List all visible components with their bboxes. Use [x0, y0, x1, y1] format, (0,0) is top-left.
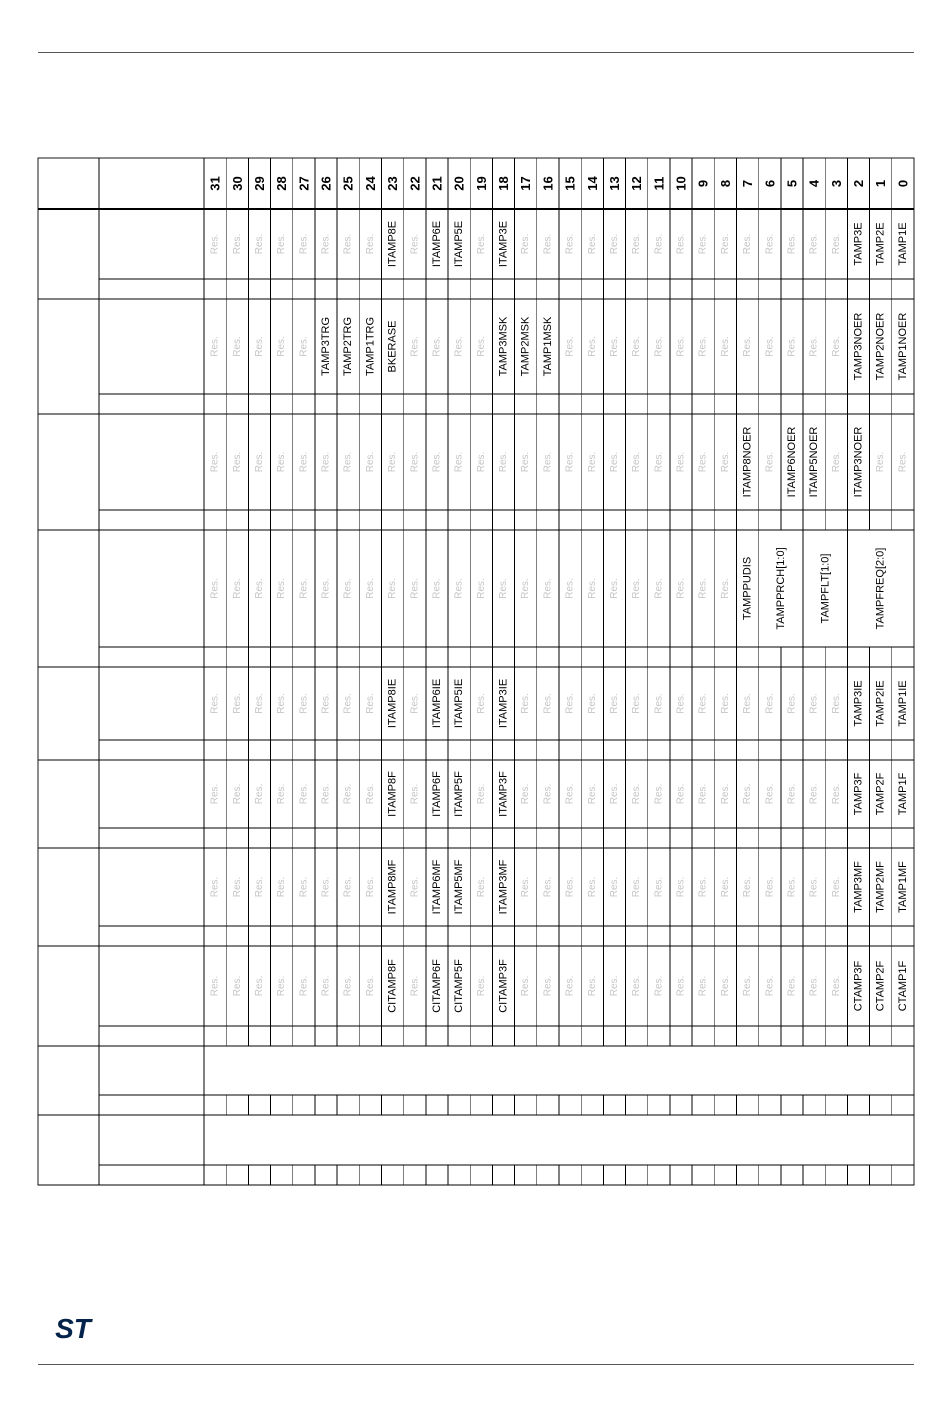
reserved-bit-label: Res. — [231, 693, 243, 714]
reserved-bit-label: Res. — [253, 783, 265, 805]
reserved-bit-label: Res. — [808, 876, 820, 898]
reserved-bit-label: Res. — [342, 975, 354, 997]
reserved-bit-label: Res. — [453, 336, 465, 357]
field-label: TAMP2TRG — [342, 316, 355, 377]
reserved-bit-label: Res. — [719, 336, 731, 357]
field-label: ITAMP6F — [430, 771, 443, 817]
reserved-bit-label: Res. — [742, 693, 754, 714]
reserved-bit-label: Res. — [764, 975, 776, 997]
reserved-bit-label: Res. — [631, 336, 643, 357]
bit-number-label: 22 — [407, 176, 423, 191]
reserved-bit-label: Res. — [253, 233, 265, 255]
reserved-bit-label: Res. — [653, 876, 665, 898]
reserved-bit-label: Res. — [298, 876, 310, 898]
reserved-bit-label: Res. — [276, 233, 288, 255]
reserved-bit-label: Res. — [586, 783, 598, 805]
reserved-bit-label: Res. — [564, 876, 576, 898]
reserved-bit-label: Res. — [719, 975, 731, 997]
reserved-bit-label: Res. — [320, 578, 332, 599]
reserved-bit-label: Res. — [409, 876, 421, 898]
reserved-bit-label: Res. — [475, 693, 487, 714]
reserved-bit-label: Res. — [564, 451, 576, 473]
reserved-bit-label: Res. — [431, 336, 443, 357]
reserved-bit-label: Res. — [231, 975, 243, 997]
reserved-bit-label: Res. — [608, 451, 620, 473]
reserved-bit-label: Res. — [409, 693, 421, 714]
reserved-bit-label: Res. — [298, 578, 310, 599]
reserved-bit-label: Res. — [475, 578, 487, 599]
reserved-bit-label: Res. — [564, 783, 576, 805]
field-label: CITAMP8F — [386, 959, 399, 1013]
reserved-bit-label: Res. — [764, 783, 776, 805]
reserved-bit-label: Res. — [586, 975, 598, 997]
reserved-bit-label: Res. — [808, 336, 820, 357]
bit-number-label: 0 — [895, 179, 911, 188]
field-label: TAMP2NOER — [874, 312, 887, 381]
reserved-bit-label: Res. — [431, 451, 443, 473]
reserved-bit-label: Res. — [742, 975, 754, 997]
reserved-bit-label: Res. — [520, 975, 532, 997]
reserved-bit-label: Res. — [342, 451, 354, 473]
reserved-bit-label: Res. — [209, 578, 221, 599]
reserved-bit-label: Res. — [209, 233, 221, 255]
reserved-bit-label: Res. — [653, 233, 665, 255]
reserved-bit-label: Res. — [409, 451, 421, 473]
reserved-bit-label: Res. — [608, 233, 620, 255]
bit-number-label: 3 — [828, 179, 844, 188]
footer-rule — [38, 1364, 914, 1365]
field-label: ITAMP8F — [386, 771, 399, 817]
reserved-bit-label: Res. — [520, 451, 532, 473]
reserved-bit-label: Res. — [631, 693, 643, 714]
reserved-bit-label: Res. — [231, 578, 243, 599]
reserved-bit-label: Res. — [697, 876, 709, 898]
bit-number-label: 6 — [762, 179, 778, 188]
reserved-bit-label: Res. — [364, 451, 376, 473]
bit-number-label: 18 — [496, 176, 512, 191]
field-label: TAMP1E — [896, 222, 909, 266]
reserved-bit-label: Res. — [608, 336, 620, 357]
reserved-bit-label: Res. — [697, 578, 709, 599]
reserved-bit-label: Res. — [542, 783, 554, 805]
reserved-bit-label: Res. — [475, 876, 487, 898]
reserved-bit-label: Res. — [719, 578, 731, 599]
field-label: TAMP2E — [874, 222, 887, 266]
bit-number-label: 7 — [740, 179, 756, 188]
st-logo — [44, 1311, 102, 1345]
field-label: TAMP1MF — [896, 861, 909, 913]
bit-number-label: 28 — [274, 176, 290, 191]
reserved-bit-label: Res. — [808, 233, 820, 255]
reserved-bit-label: Res. — [231, 336, 243, 357]
field-label: ITAMP8NOER — [741, 426, 754, 498]
field-label: CTAMP2F — [874, 960, 887, 1012]
field-label: TAMPPUDIS — [741, 556, 754, 621]
reserved-bit-label: Res. — [697, 233, 709, 255]
field-label: TAMP2F — [874, 772, 887, 816]
field-label: TAMP2MF — [874, 861, 887, 913]
reserved-bit-label: Res. — [342, 876, 354, 898]
reserved-bit-label: Res. — [586, 693, 598, 714]
field-label: TAMP3MF — [852, 861, 865, 913]
bit-number-label: 19 — [473, 176, 489, 191]
reserved-bit-label: Res. — [719, 451, 731, 473]
reserved-bit-label: Res. — [342, 693, 354, 714]
reserved-bit-label: Res. — [498, 578, 510, 599]
reserved-bit-label: Res. — [808, 783, 820, 805]
reserved-bit-label: Res. — [475, 783, 487, 805]
reserved-bit-label: Res. — [209, 693, 221, 714]
field-label: CTAMP1F — [896, 960, 909, 1012]
reserved-bit-label: Res. — [298, 451, 310, 473]
reserved-bit-label: Res. — [253, 693, 265, 714]
reserved-bit-label: Res. — [209, 451, 221, 473]
field-label: TAMP1F — [896, 772, 909, 816]
reserved-bit-label: Res. — [253, 451, 265, 473]
field-label: ITAMP5F — [453, 771, 466, 817]
reserved-bit-label: Res. — [409, 336, 421, 357]
reserved-bit-label: Res. — [320, 233, 332, 255]
reserved-bit-label: Res. — [719, 876, 731, 898]
field-label: ITAMP5E — [453, 220, 466, 268]
reserved-bit-label: Res. — [631, 783, 643, 805]
reserved-bit-label: Res. — [608, 876, 620, 898]
reserved-bit-label: Res. — [786, 783, 798, 805]
reserved-bit-label: Res. — [564, 233, 576, 255]
reserved-bit-label: Res. — [697, 336, 709, 357]
reserved-bit-label: Res. — [786, 336, 798, 357]
reserved-bit-label: Res. — [586, 451, 598, 473]
reserved-bit-label: Res. — [742, 336, 754, 357]
field-label: ITAMP3F — [497, 771, 510, 817]
reserved-bit-label: Res. — [320, 975, 332, 997]
reserved-bit-label: Res. — [298, 783, 310, 805]
reserved-bit-label: Res. — [542, 233, 554, 255]
field-label: TAMP1NOER — [896, 312, 909, 381]
bit-number-label: 31 — [207, 176, 223, 191]
reserved-bit-label: Res. — [608, 975, 620, 997]
bit-number-label: 25 — [340, 176, 356, 191]
bit-number-label: 29 — [251, 176, 267, 191]
reserved-bit-label: Res. — [542, 975, 554, 997]
reserved-bit-label: Res. — [697, 451, 709, 473]
reserved-bit-label: Res. — [342, 578, 354, 599]
reserved-bit-label: Res. — [364, 876, 376, 898]
field-label: TAMP3IE — [852, 680, 865, 727]
field-label: ITAMP3MF — [497, 859, 510, 915]
reserved-bit-label: Res. — [231, 451, 243, 473]
reserved-bit-label: Res. — [631, 233, 643, 255]
reserved-bit-label: Res. — [719, 693, 731, 714]
reserved-bit-label: Res. — [675, 783, 687, 805]
bit-number-label: 15 — [562, 176, 578, 191]
reserved-bit-label: Res. — [786, 233, 798, 255]
field-label: ITAMP6E — [430, 220, 443, 268]
reserved-bit-label: Res. — [564, 693, 576, 714]
reserved-bit-label: Res. — [586, 233, 598, 255]
reserved-bit-label: Res. — [542, 578, 554, 599]
bit-number-label: 16 — [540, 176, 556, 191]
field-label: ITAMP8MF — [386, 859, 399, 915]
bit-number-label: 23 — [385, 176, 401, 191]
reserved-bit-label: Res. — [653, 336, 665, 357]
reserved-bit-label: Res. — [520, 578, 532, 599]
bit-number-label: 4 — [806, 179, 822, 188]
reserved-bit-label: Res. — [475, 336, 487, 357]
reserved-bit-label: Res. — [409, 975, 421, 997]
reserved-bit-label: Res. — [786, 975, 798, 997]
field-label: ITAMP6MF — [430, 859, 443, 915]
bit-number-label: 2 — [851, 179, 867, 188]
field-label: ITAMP3IE — [497, 678, 510, 729]
field-label: CITAMP5F — [453, 959, 466, 1013]
reserved-bit-label: Res. — [675, 233, 687, 255]
reserved-bit-label: Res. — [719, 233, 731, 255]
reserved-bit-label: Res. — [830, 783, 842, 805]
reserved-bit-label: Res. — [209, 975, 221, 997]
reserved-bit-label: Res. — [364, 975, 376, 997]
reserved-bit-label: Res. — [653, 451, 665, 473]
reserved-bit-label: Res. — [564, 975, 576, 997]
field-label: TAMPPRCH[1:0] — [774, 547, 787, 630]
reserved-bit-label: Res. — [897, 451, 909, 473]
reserved-bit-label: Res. — [586, 336, 598, 357]
field-label: TAMPFREQ[2:0] — [874, 547, 887, 630]
reserved-bit-label: Res. — [830, 336, 842, 357]
bit-number-label: 13 — [606, 176, 622, 191]
reserved-bit-label: Res. — [475, 975, 487, 997]
reserved-bit-label: Res. — [564, 578, 576, 599]
reserved-bit-label: Res. — [608, 693, 620, 714]
reserved-bit-label: Res. — [675, 336, 687, 357]
reserved-bit-label: Res. — [675, 578, 687, 599]
field-label: TAMP3NOER — [852, 312, 865, 381]
reserved-bit-label: Res. — [631, 578, 643, 599]
reserved-bit-label: Res. — [742, 783, 754, 805]
reserved-bit-label: Res. — [542, 451, 554, 473]
reserved-bit-label: Res. — [298, 336, 310, 357]
reserved-bit-label: Res. — [409, 233, 421, 255]
reserved-bit-label: Res. — [830, 451, 842, 473]
reserved-bit-label: Res. — [764, 876, 776, 898]
field-label: TAMPFLT[1:0] — [819, 553, 832, 624]
reserved-bit-label: Res. — [364, 693, 376, 714]
reserved-bit-label: Res. — [631, 876, 643, 898]
reserved-bit-label: Res. — [276, 578, 288, 599]
field-label: ITAMP5IE — [453, 678, 466, 729]
reserved-bit-label: Res. — [653, 783, 665, 805]
reserved-bit-label: Res. — [631, 975, 643, 997]
reserved-bit-label: Res. — [231, 876, 243, 898]
reserved-bit-label: Res. — [298, 693, 310, 714]
st-logo-text: ST — [55, 1313, 91, 1344]
reserved-bit-label: Res. — [320, 783, 332, 805]
bit-number-label: 17 — [518, 176, 534, 191]
bit-number-label: 14 — [584, 176, 600, 191]
reserved-bit-label: Res. — [520, 693, 532, 714]
reserved-bit-label: Res. — [742, 233, 754, 255]
reserved-bit-label: Res. — [542, 876, 554, 898]
reserved-bit-label: Res. — [387, 451, 399, 473]
field-label: BKERASE — [386, 320, 399, 373]
field-label: ITAMP3NOER — [852, 426, 865, 498]
reserved-bit-label: Res. — [830, 693, 842, 714]
reserved-bit-label: Res. — [631, 451, 643, 473]
field-label: ITAMP6IE — [430, 678, 443, 729]
reserved-bit-label: Res. — [786, 876, 798, 898]
reserved-bit-label: Res. — [520, 783, 532, 805]
reserved-bit-label: Res. — [409, 578, 421, 599]
bit-number-label: 9 — [695, 179, 711, 188]
reserved-bit-label: Res. — [586, 876, 598, 898]
field-label: TAMP2MSK — [519, 316, 532, 377]
reserved-bit-label: Res. — [564, 336, 576, 357]
reserved-bit-label: Res. — [276, 876, 288, 898]
bit-number-label: 26 — [318, 176, 334, 191]
reserved-bit-label: Res. — [830, 975, 842, 997]
reserved-bit-label: Res. — [253, 876, 265, 898]
reserved-bit-label: Res. — [542, 693, 554, 714]
reserved-bit-label: Res. — [276, 336, 288, 357]
reserved-bit-label: Res. — [253, 336, 265, 357]
reserved-bit-label: Res. — [653, 578, 665, 599]
field-label: ITAMP6NOER — [785, 426, 798, 498]
reserved-bit-label: Res. — [475, 233, 487, 255]
reserved-bit-label: Res. — [498, 451, 510, 473]
reserved-bit-label: Res. — [608, 783, 620, 805]
reserved-bit-label: Res. — [786, 693, 798, 714]
field-label: ITAMP5NOER — [808, 426, 821, 498]
reserved-bit-label: Res. — [342, 233, 354, 255]
reserved-bit-label: Res. — [520, 233, 532, 255]
field-label: TAMP2IE — [874, 680, 887, 727]
reserved-bit-label: Res. — [364, 233, 376, 255]
reserved-bit-label: Res. — [830, 233, 842, 255]
reserved-bit-label: Res. — [209, 783, 221, 805]
reserved-bit-label: Res. — [808, 975, 820, 997]
reserved-bit-label: Res. — [231, 783, 243, 805]
reserved-bit-label: Res. — [653, 975, 665, 997]
field-label: ITAMP8E — [386, 220, 399, 268]
reserved-bit-label: Res. — [697, 783, 709, 805]
reserved-bit-label: Res. — [276, 783, 288, 805]
bit-number-label: 10 — [673, 176, 689, 191]
reserved-bit-label: Res. — [276, 451, 288, 473]
reserved-bit-label: Res. — [253, 578, 265, 599]
bit-number-label: 8 — [717, 179, 733, 188]
reserved-bit-label: Res. — [475, 451, 487, 473]
reserved-bit-label: Res. — [675, 451, 687, 473]
reserved-bit-label: Res. — [697, 975, 709, 997]
field-label: TAMP3F — [852, 772, 865, 816]
reserved-bit-label: Res. — [209, 336, 221, 357]
reserved-bit-label: Res. — [320, 693, 332, 714]
reserved-bit-label: Res. — [276, 693, 288, 714]
bit-number-label: 5 — [784, 179, 800, 188]
reserved-bit-label: Res. — [675, 975, 687, 997]
bit-number-label: 1 — [873, 179, 889, 188]
reserved-bit-label: Res. — [253, 975, 265, 997]
reserved-bit-label: Res. — [409, 783, 421, 805]
reserved-bit-label: Res. — [320, 876, 332, 898]
field-label: ITAMP3E — [497, 220, 510, 268]
field-label: TAMP1TRG — [364, 316, 377, 377]
reserved-bit-label: Res. — [653, 693, 665, 714]
field-label: TAMP3TRG — [320, 316, 333, 377]
field-label: CITAMP6F — [430, 959, 443, 1013]
reserved-bit-label: Res. — [830, 876, 842, 898]
field-label: ITAMP8IE — [386, 678, 399, 729]
reserved-bit-label: Res. — [387, 578, 399, 599]
reserved-bit-label: Res. — [320, 451, 332, 473]
reserved-bit-label: Res. — [719, 783, 731, 805]
reserved-bit-label: Res. — [298, 975, 310, 997]
bit-number-label: 11 — [651, 176, 667, 191]
reserved-bit-label: Res. — [808, 693, 820, 714]
field-label: CTAMP3F — [852, 960, 865, 1012]
reserved-bit-label: Res. — [209, 876, 221, 898]
reserved-bit-label: Res. — [608, 578, 620, 599]
reserved-bit-label: Res. — [675, 876, 687, 898]
reserved-bit-label: Res. — [364, 783, 376, 805]
table-frame — [38, 158, 914, 1185]
reserved-bit-label: Res. — [453, 451, 465, 473]
reserved-bit-label: Res. — [764, 336, 776, 357]
reserved-bit-label: Res. — [675, 693, 687, 714]
reserved-bit-label: Res. — [453, 578, 465, 599]
reserved-bit-label: Res. — [742, 876, 754, 898]
field-label: CITAMP3F — [497, 959, 510, 1013]
bit-number-label: 24 — [362, 176, 378, 191]
field-label: TAMP1IE — [896, 680, 909, 727]
bit-number-label: 20 — [451, 176, 467, 191]
reserved-bit-label: Res. — [586, 578, 598, 599]
reserved-bit-label: Res. — [764, 693, 776, 714]
reserved-bit-label: Res. — [364, 578, 376, 599]
bit-number-label: 27 — [296, 176, 312, 191]
field-label: TAMP3MSK — [497, 316, 510, 377]
field-label: TAMP1MSK — [541, 316, 554, 377]
field-label: TAMP3E — [852, 222, 865, 266]
bit-number-label: 21 — [429, 176, 445, 191]
reserved-bit-label: Res. — [231, 233, 243, 255]
bit-number-label: 12 — [629, 176, 645, 191]
bit-number-label: 30 — [229, 176, 245, 191]
reserved-bit-label: Res. — [276, 975, 288, 997]
reserved-bit-label: Res. — [697, 693, 709, 714]
reserved-bit-label: Res. — [342, 783, 354, 805]
reserved-bit-label: Res. — [764, 451, 776, 473]
reserved-bit-label: Res. — [764, 233, 776, 255]
reserved-bit-label: Res. — [298, 233, 310, 255]
reserved-bit-label: Res. — [875, 451, 887, 473]
field-label: ITAMP5MF — [453, 859, 466, 915]
reserved-bit-label: Res. — [431, 578, 443, 599]
reserved-bit-label: Res. — [520, 876, 532, 898]
